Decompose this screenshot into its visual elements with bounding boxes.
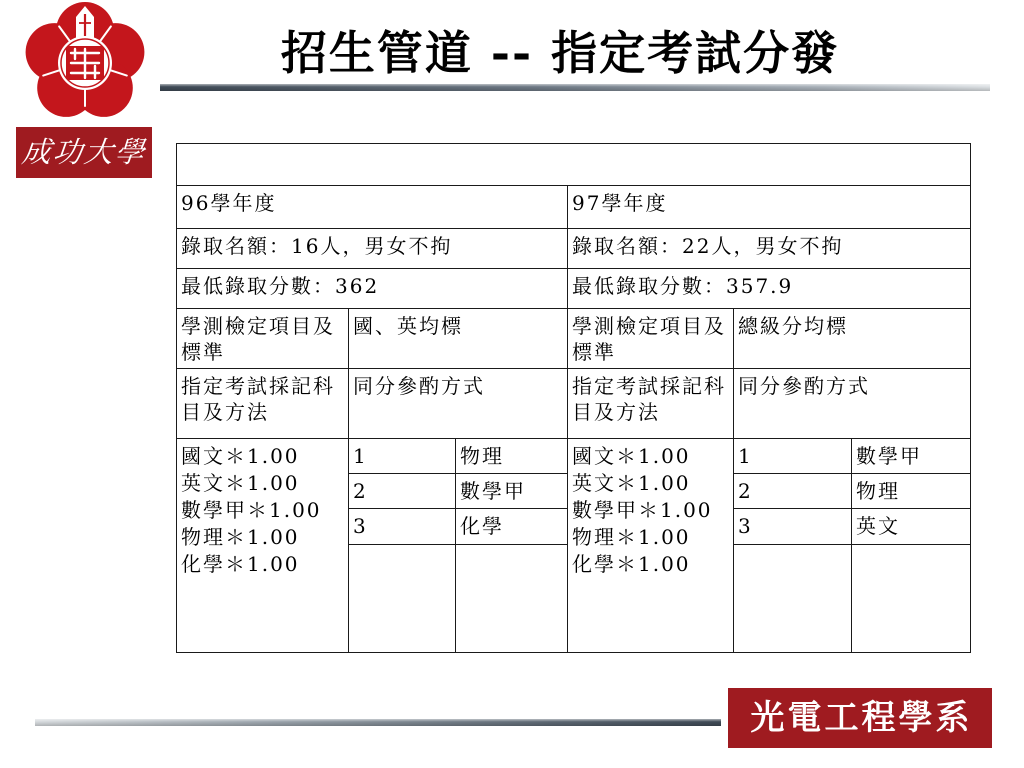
- weight-line: 物理＊1.00: [572, 525, 691, 549]
- subject-weights-cell: [568, 439, 734, 653]
- admission-table: [176, 143, 971, 653]
- tiebreak-rank-cell: 1: [734, 439, 852, 474]
- subjects-label-cell: 指定考試採記科目及方法: [568, 369, 734, 439]
- tiebreak-rank-cell: 2: [349, 474, 456, 509]
- tiebreak-subject-cell: 化學: [456, 509, 568, 545]
- admission-quota-cell: 錄取名額：22人，男女不拘: [568, 229, 971, 269]
- year-heading: 97學年度: [568, 186, 971, 229]
- table-header-row: [177, 144, 971, 186]
- weight-line: 英文＊1.00: [181, 471, 300, 495]
- department-badge: 光電工程學系: [728, 688, 992, 748]
- min-score-cell: 最低錄取分數：357.9: [568, 269, 971, 309]
- tiebreak-subject-cell: 物理: [852, 474, 971, 509]
- tiebreak-subject-cell: 數學甲: [852, 439, 971, 474]
- tiebreak-subject-cell: 英文: [852, 509, 971, 545]
- footer-divider: [35, 719, 721, 726]
- gsat-standard-cell: 國、英均標: [349, 309, 568, 369]
- weight-line: 物理＊1.00: [181, 525, 300, 549]
- gsat-label-cell: 學測檢定項目及標準: [568, 309, 734, 369]
- weight-line: 國文＊1.00: [572, 444, 691, 468]
- empty-cell: [852, 545, 971, 653]
- tiebreak-rank-cell: 2: [734, 474, 852, 509]
- tiebreak-subject-cell: 物理: [456, 439, 568, 474]
- university-name-text: 成功大學: [20, 135, 148, 169]
- subjects-label-cell: 指定考試採記科目及方法: [177, 369, 349, 439]
- subject-weights-cell: [177, 439, 349, 653]
- tiebreak-rank-cell: 1: [349, 439, 456, 474]
- weight-line: 數學甲＊1.00: [572, 498, 713, 522]
- tiebreak-label-cell: 同分參酌方式: [734, 369, 971, 439]
- slide-title: 招生管道 -- 指定考試分發: [280, 26, 840, 80]
- min-score-cell: 最低錄取分數：362: [177, 269, 568, 309]
- university-emblem-icon: [15, 1, 155, 123]
- weight-line: 數學甲＊1.00: [181, 498, 322, 522]
- empty-cell: [734, 545, 852, 653]
- university-name-logo: [16, 127, 152, 178]
- gsat-standard-cell: 總級分均標: [734, 309, 971, 369]
- empty-cell: [349, 545, 456, 653]
- gsat-label-cell: 學測檢定項目及標準: [177, 309, 349, 369]
- weight-line: 化學＊1.00: [181, 552, 300, 576]
- tiebreak-subject-cell: 數學甲: [456, 474, 568, 509]
- admission-quota-cell: 錄取名額：16人，男女不拘: [177, 229, 568, 269]
- empty-cell: [456, 545, 568, 653]
- title-divider: [160, 84, 990, 91]
- tiebreak-rank-cell: 3: [734, 509, 852, 545]
- weight-line: 國文＊1.00: [181, 444, 300, 468]
- weight-line: 化學＊1.00: [572, 552, 691, 576]
- year-heading: 96學年度: [177, 186, 568, 229]
- tiebreak-label-cell: 同分參酌方式: [349, 369, 568, 439]
- weight-line: 英文＊1.00: [572, 471, 691, 495]
- tiebreak-rank-cell: 3: [349, 509, 456, 545]
